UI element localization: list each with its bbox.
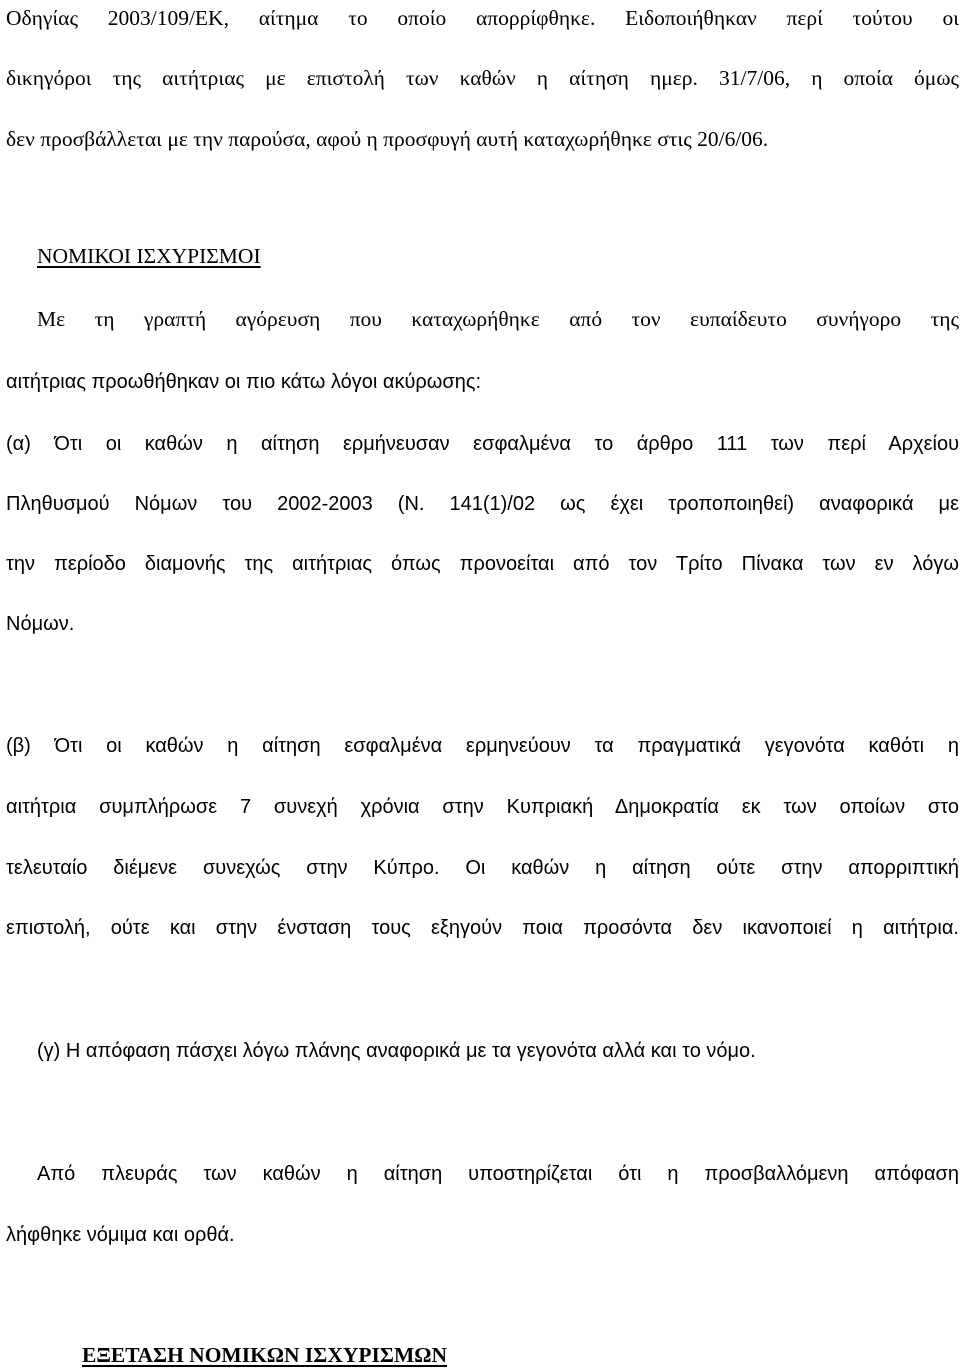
respondents-line-1: Από πλευράς των καθών η αίτηση υποστηρίζεται ότι η προσβαλλόμενη απόφαση: [37, 1163, 959, 1185]
intro-line-3: δεν προσβάλλεται με την παρούσα, αφού η προσφυγή αυτή καταχωρήθηκε στις 20/6/06.: [6, 127, 769, 151]
legal-claims-heading: ΝΟΜΙΚΟΙ ΙΣΧΥΡΙΣΜΟΙ: [37, 244, 261, 268]
respondents-line-2: λήφθηκε νόμιμα και ορθά.: [6, 1224, 235, 1246]
ground-b-line-1: (β) Ότι οι καθών η αίτηση εσφαλμένα ερμηνεύουν τα πραγματικά γεγονότα καθότι η: [6, 735, 959, 757]
ground-a-line-1: (α) Ότι οι καθών η αίτηση ερμήνευσαν εσφαλμένα το άρθρο 111 των περί Αρχείου: [6, 433, 959, 455]
claims-intro-line-1: Με τη γραπτή αγόρευση που καταχωρήθηκε από τον ευπαίδευτο συνήγορο της: [37, 307, 959, 331]
intro-line-1: Οδηγίας 2003/109/ΕΚ, αίτημα το οποίο απορρίφθηκε. Ειδοποιήθηκαν περί τούτου οι: [6, 6, 959, 30]
claims-intro-line-2: αιτήτριας προωθήθηκαν οι πιο κάτω λόγοι ακύρωσης:: [6, 371, 482, 393]
ground-a-line-2: Πληθυσμού Νόμων του 2002-2003 (Ν. 141(1)/02 ως έχει τροποποιηθεί) αναφορικά με: [6, 493, 959, 515]
intro-line-2: δικηγόροι της αιτήτριας με επιστολή των καθών η αίτηση ημερ. 31/7/06, η οποία όμως: [6, 66, 959, 90]
ground-a-line-4: Νόμων.: [6, 613, 75, 635]
ground-b-line-2: αιτήτρια συμπλήρωσε 7 συνεχή χρόνια στην Κυπριακή Δημοκρατία εκ των οποίων στο: [6, 796, 959, 818]
ground-c-line-1: (γ) Η απόφαση πάσχει λόγω πλάνης αναφορικά με τα γεγονότα αλλά και το νόμο.: [37, 1040, 756, 1062]
ground-b-line-3: τελευταίο διέμενε συνεχώς στην Κύπρο. Οι καθών η αίτηση ούτε στην απορριπτική: [6, 857, 959, 879]
examination-heading: ΕΞΕΤΑΣΗ ΝΟΜΙΚΩΝ ΙΣΧΥΡΙΣΜΩΝ: [82, 1343, 447, 1367]
ground-b-line-4: επιστολή, ούτε και στην ένσταση τους εξηγούν ποια προσόντα δεν ικανοποιεί η αιτήτρια.: [6, 917, 959, 939]
ground-a-line-3: την περίοδο διαμονής της αιτήτριας όπως προνοείται από τον Τρίτο Πίνακα των εν λόγω: [6, 553, 959, 575]
